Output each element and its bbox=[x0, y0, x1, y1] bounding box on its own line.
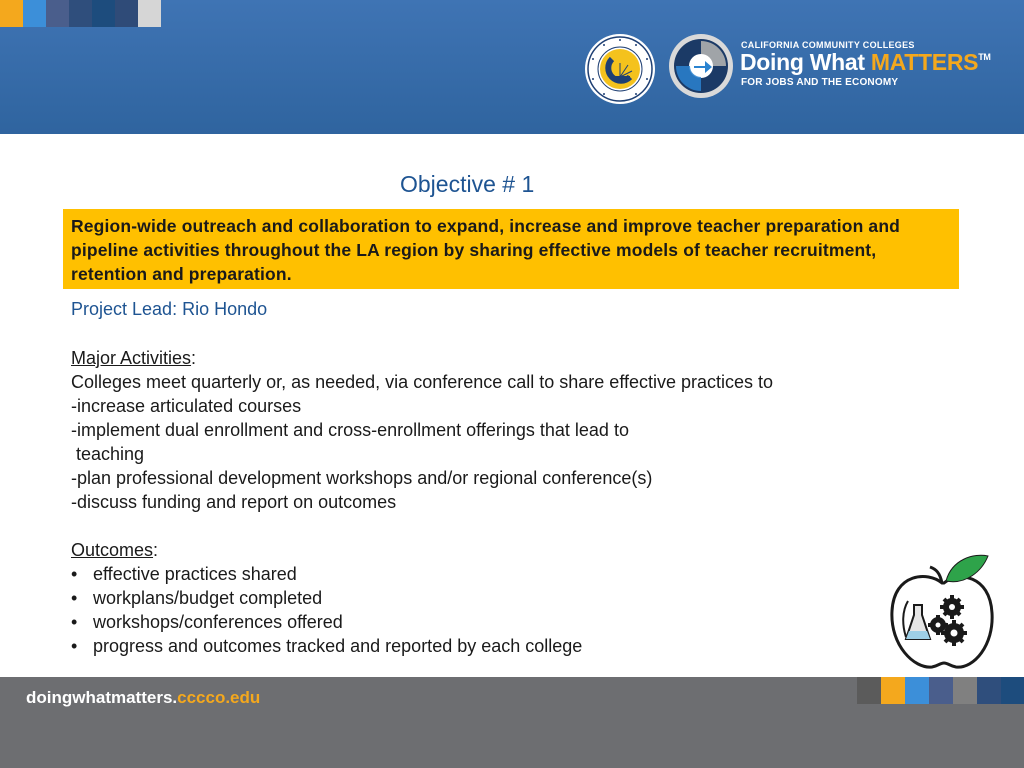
swatch bbox=[953, 677, 977, 704]
swatch bbox=[977, 677, 1001, 704]
objective-text: Region-wide outreach and collaboration to expand, increase and improve teacher preparation and pipeline activities throughout the LA region by sharing effective models of teacher recruitment, retention and preparation. bbox=[71, 216, 900, 284]
outcomes-section bbox=[71, 538, 851, 658]
brand-tagline: FOR JOBS AND THE ECONOMY bbox=[741, 77, 899, 88]
doing-what-matters-logo-icon bbox=[668, 33, 734, 99]
header-band bbox=[0, 0, 1024, 134]
outcomes-heading-row bbox=[71, 538, 851, 562]
footer-band bbox=[0, 677, 1024, 768]
activities-heading: Major Activities bbox=[71, 348, 192, 368]
california-community-colleges-seal-icon bbox=[584, 33, 656, 105]
swatch bbox=[881, 677, 905, 704]
swatch bbox=[69, 0, 92, 27]
outcomes-heading: Outcomes bbox=[71, 540, 154, 560]
activity-line: -plan professional development workshops and/or regional conference(s) bbox=[71, 468, 653, 488]
activities-heading-colon: : bbox=[191, 348, 197, 368]
bullet-glyph: • bbox=[71, 612, 78, 632]
swatch bbox=[23, 0, 46, 27]
objective-highlight-box bbox=[63, 209, 959, 289]
swatch bbox=[138, 0, 161, 27]
activity-line: -increase articulated courses bbox=[71, 396, 302, 416]
list-item bbox=[71, 586, 851, 610]
swatch bbox=[0, 0, 23, 27]
footer-website-link[interactable] bbox=[26, 688, 260, 708]
activities-heading-row bbox=[71, 346, 891, 370]
outcome-text: effective practices shared bbox=[93, 564, 297, 584]
header-color-swatches bbox=[0, 0, 161, 27]
activity-line: -discuss funding and report on outcomes bbox=[71, 492, 397, 512]
outcome-text: progress and outcomes tracked and reported by each college bbox=[93, 636, 583, 656]
brand-title-main: Doing What bbox=[740, 49, 871, 75]
swatch bbox=[115, 0, 138, 27]
bullet-glyph: • bbox=[71, 564, 78, 584]
bullet-glyph: • bbox=[71, 636, 78, 656]
bullet-glyph: • bbox=[71, 588, 78, 608]
footer-link-main: doingwhatmatters. bbox=[26, 688, 178, 707]
brand-title-accent: MATTERS bbox=[870, 49, 979, 75]
brand-title bbox=[740, 49, 991, 76]
activity-line: teaching bbox=[71, 444, 145, 464]
apple-gears-icon bbox=[888, 553, 998, 671]
swatch bbox=[1001, 677, 1024, 704]
swatch bbox=[905, 677, 929, 704]
project-lead: Project Lead: Rio Hondo bbox=[71, 299, 268, 319]
swatch bbox=[92, 0, 115, 27]
major-activities-section bbox=[71, 346, 891, 514]
brand-org-name: CALIFORNIA COMMUNITY COLLEGES bbox=[741, 40, 915, 50]
outcome-text: workshops/conferences offered bbox=[93, 612, 343, 632]
list-item bbox=[71, 562, 851, 586]
footer-link-accent: cccco.edu bbox=[177, 688, 261, 707]
trademark-mark: TM bbox=[978, 52, 991, 62]
swatch bbox=[929, 677, 953, 704]
outcomes-heading-colon: : bbox=[153, 540, 159, 560]
activity-line: -implement dual enrollment and cross-enrollment offerings that lead to bbox=[71, 420, 629, 440]
outcome-text: workplans/budget completed bbox=[93, 588, 323, 608]
footer-color-swatches bbox=[857, 677, 1024, 704]
list-item bbox=[71, 634, 851, 658]
activity-line: Colleges meet quarterly or, as needed, via conference call to share effective practices to bbox=[71, 372, 774, 392]
swatch bbox=[857, 677, 881, 704]
list-item bbox=[71, 610, 851, 634]
page-title: Objective # 1 bbox=[400, 171, 535, 197]
swatch bbox=[46, 0, 69, 27]
